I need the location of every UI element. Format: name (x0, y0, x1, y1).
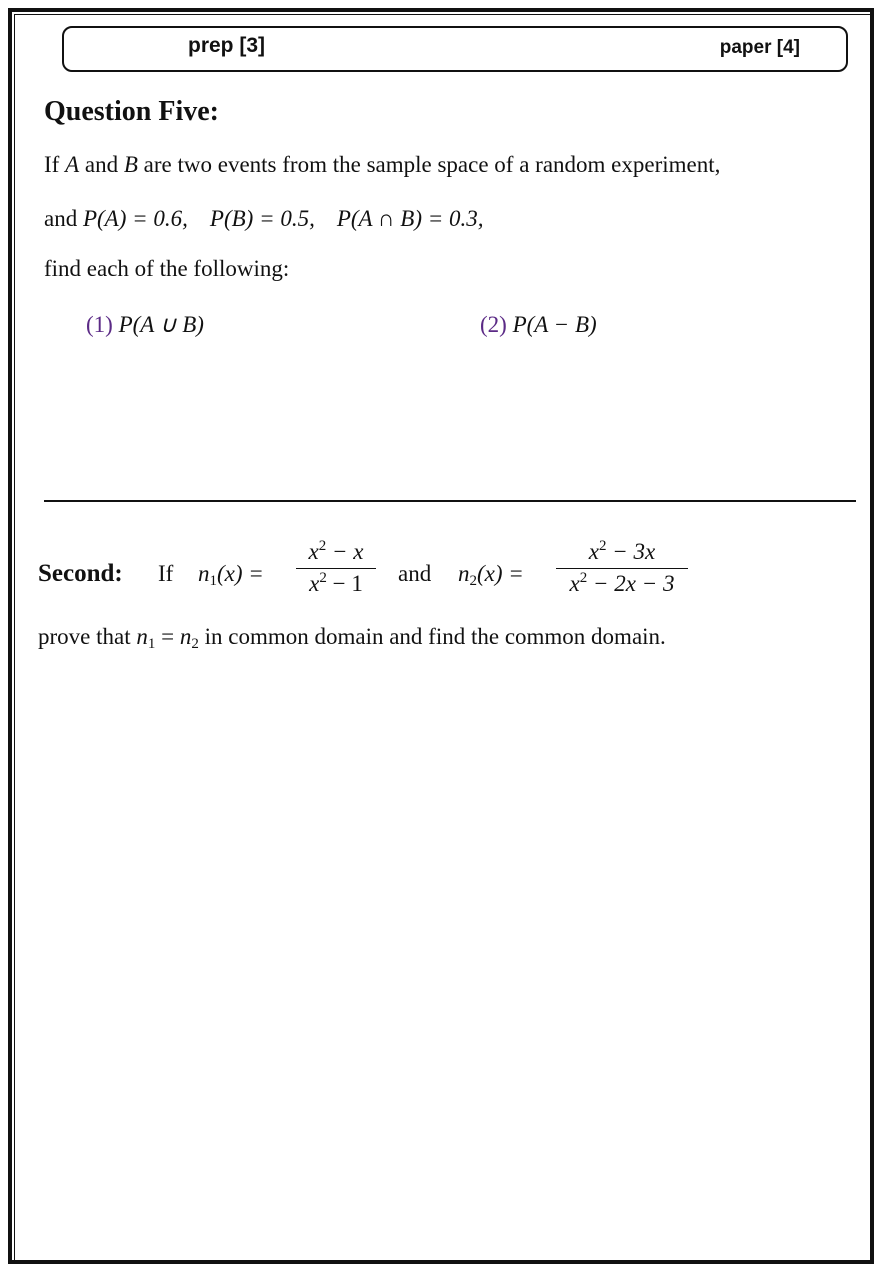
prob-a: P(A) = 0.6, (82, 206, 188, 231)
header-prep-label: prep [3] (188, 34, 266, 57)
text-and: and (44, 206, 83, 231)
header-box (62, 26, 848, 72)
fraction-n1 (296, 538, 376, 597)
var-b: B (123, 152, 138, 177)
question-five-title: Question Five: (44, 96, 219, 127)
fraction-n2-denominator: $x^2 - 2x - 3$ (569, 570, 675, 596)
fraction-n2 (556, 538, 688, 597)
fraction-n1-denominator: $x^2 - 1$ (309, 570, 363, 596)
prob-b: P(B) = 0.5, (209, 206, 315, 231)
text-if: If (44, 152, 66, 177)
n2-lhs: $n_2(x)$ = (458, 561, 524, 589)
prob-a-intersect-b: P(A ∩ B) = 0.3, (336, 206, 484, 231)
n1-lhs: $n_1(x)$ = (198, 561, 264, 589)
item-expression: P(A − B) (512, 312, 597, 337)
header-paper-label: paper [4] (719, 37, 800, 58)
item-number: (2) (480, 312, 507, 337)
item-expression: P(A ∪ B) (118, 312, 204, 337)
text-if: If (158, 561, 174, 586)
list-item (86, 312, 204, 338)
question-five-section (44, 92, 804, 337)
list-item (480, 312, 597, 338)
question-five-line-1 (44, 152, 720, 178)
item-number: (1) (86, 312, 113, 337)
section-divider (44, 500, 856, 502)
fraction-n2-numerator: $x^2 - 3x$ (556, 538, 688, 569)
text-and: and (79, 152, 124, 177)
second-line-2: prove that $n_1 = n_2$ in common domain and find the common domain. (38, 624, 666, 652)
var-a: A (65, 152, 80, 177)
question-five-line-2 (44, 206, 484, 232)
question-five-line-3: find each of the following: (44, 256, 290, 281)
text-rest: are two events from the sample space of a random experiment, (137, 152, 721, 177)
fraction-n1-numerator: $x^2 - x$ (296, 538, 376, 569)
second-label: Second: (38, 560, 123, 587)
text-and: and (398, 561, 432, 586)
question-five-items (86, 312, 786, 342)
